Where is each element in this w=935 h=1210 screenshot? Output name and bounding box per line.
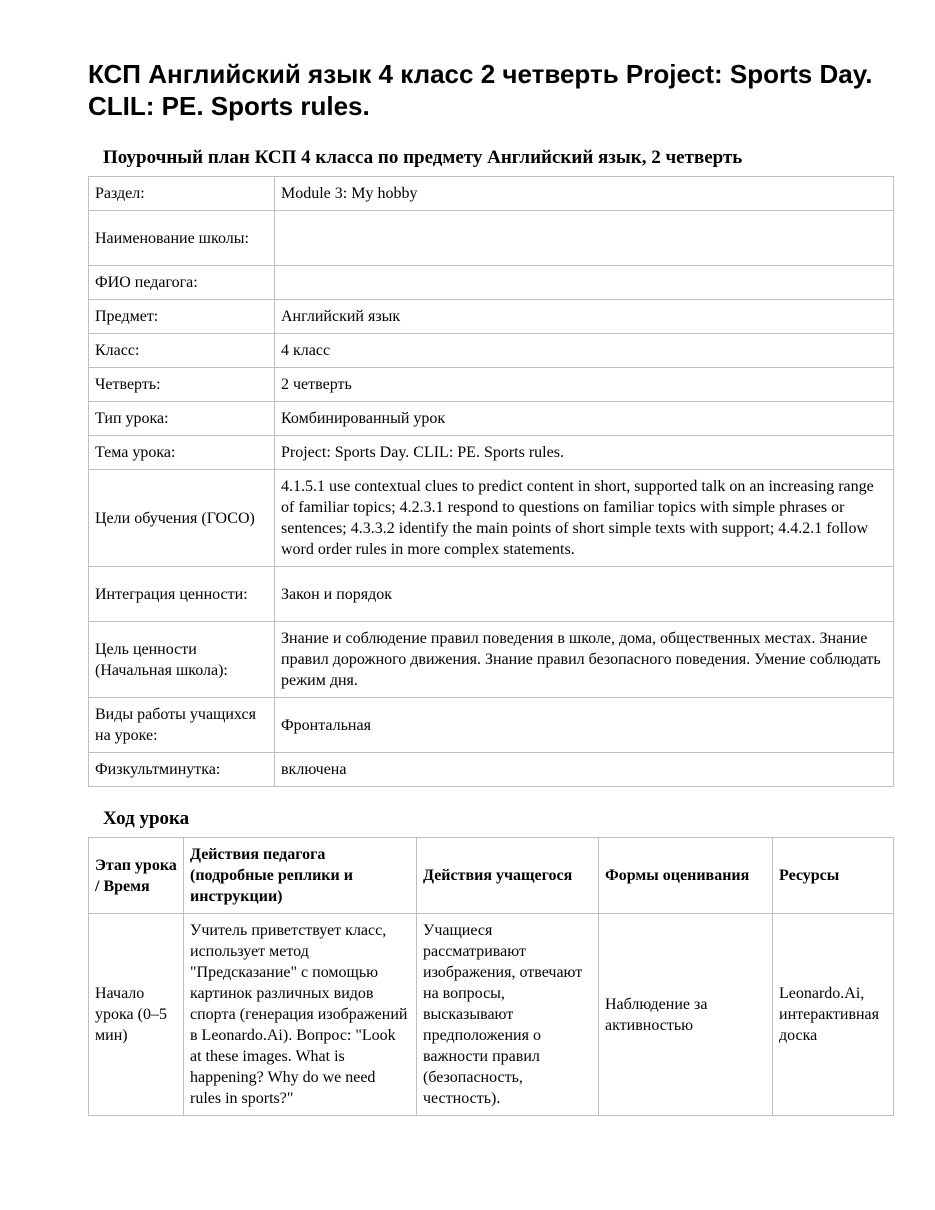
assessment-cell: Наблюдение за активностью	[599, 914, 773, 1116]
table-row	[89, 211, 894, 266]
student-actions-cell: Учащиеся рассматривают изображения, отвечают на вопросы, высказывают предположения о важности правил (безопасность, честность).	[417, 914, 599, 1116]
lesson-course-table	[88, 837, 894, 1116]
table-row	[89, 698, 894, 753]
info-value: 4.1.5.1 use contextual clues to predict content in short, supported talk on an increasing range of familiar topics; 4.2.3.1 respond to questions on familiar topics with simple phrases or sentences; 4.3.3.2 identify the main points of short simple texts with support; 4.4.2.1 follow word order rules in more complex statements.	[275, 470, 894, 567]
info-label: Виды работы учащихся на уроке:	[89, 698, 275, 753]
table-row	[89, 622, 894, 698]
table-row	[89, 334, 894, 368]
info-label: Раздел:	[89, 177, 275, 211]
info-value: 4 класс	[275, 334, 894, 368]
info-label: Цели обучения (ГОСО)	[89, 470, 275, 567]
info-label: Тип урока:	[89, 402, 275, 436]
info-value: Project: Sports Day. CLIL: PE. Sports rules.	[275, 436, 894, 470]
info-value: Комбинированный урок	[275, 402, 894, 436]
info-value	[275, 211, 894, 266]
info-label: Интеграция ценности:	[89, 567, 275, 622]
table-row	[89, 567, 894, 622]
info-value: 2 четверть	[275, 368, 894, 402]
table-row	[89, 470, 894, 567]
table-row	[89, 177, 894, 211]
info-label: Наименование школы:	[89, 211, 275, 266]
table-row	[89, 368, 894, 402]
column-header: Формы оценивания	[599, 838, 773, 914]
info-value: Закон и порядок	[275, 567, 894, 622]
info-label: Цель ценности (Начальная школа):	[89, 622, 275, 698]
info-label: Физкультминутка:	[89, 753, 275, 787]
info-value	[275, 266, 894, 300]
info-label: Класс:	[89, 334, 275, 368]
table-row	[89, 436, 894, 470]
table-row	[89, 300, 894, 334]
document-title: КСП Английский язык 4 класс 2 четверть Project: Sports Day. CLIL: PE. Sports rules.	[88, 59, 873, 121]
table-header-row	[89, 838, 894, 914]
table-row	[89, 266, 894, 300]
info-label: Четверть:	[89, 368, 275, 402]
teacher-actions-cell: Учитель приветствует класс, использует метод "Предсказание" с помощью картинок различных видов спорта (генерация изображений в Leonardo.Ai). Вопрос: "Look at these images. What is happening? Why do we need rules in sports?"	[184, 914, 417, 1116]
info-value: Знание и соблюдение правил поведения в школе, дома, общественных местах. Знание правил дорожного движения. Знание правил безопасного поведения. Умение соблюдать режим дня.	[275, 622, 894, 698]
document-page	[88, 58, 893, 1116]
table-row	[89, 402, 894, 436]
column-header: Ресурсы	[773, 838, 894, 914]
info-value: Английский язык	[275, 300, 894, 334]
resources-cell: Leonardo.Ai, интерактивная доска	[773, 914, 894, 1116]
column-header: Этап урока / Время	[89, 838, 184, 914]
table-row	[89, 753, 894, 787]
info-value: Фронтальная	[275, 698, 894, 753]
info-label: Предмет:	[89, 300, 275, 334]
info-label: Тема урока:	[89, 436, 275, 470]
table-row	[89, 914, 894, 1116]
column-header: Действия учащегося	[417, 838, 599, 914]
course-heading: Ход урока	[103, 808, 190, 829]
info-label: ФИО педагога:	[89, 266, 275, 300]
stage-cell: Начало урока (0–5 мин)	[89, 914, 184, 1116]
info-value: Module 3: My hobby	[275, 177, 894, 211]
plan-heading: Поурочный план КСП 4 класса по предмету Английский язык, 2 четверть	[103, 147, 743, 168]
column-header: Действия педагога (подробные реплики и инструкции)	[184, 838, 417, 914]
info-value: включена	[275, 753, 894, 787]
lesson-info-table	[88, 176, 894, 787]
